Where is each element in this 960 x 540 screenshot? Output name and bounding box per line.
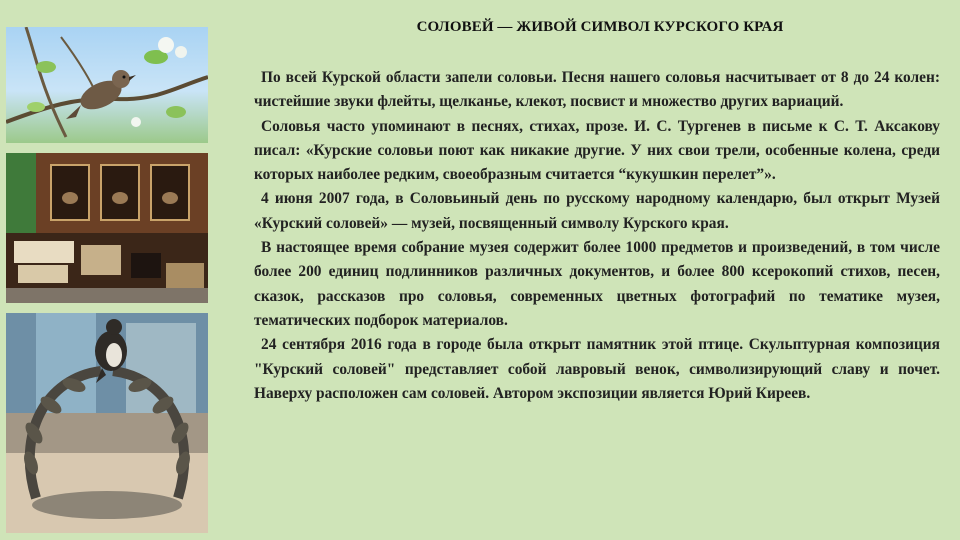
nightingale-on-branch-photo <box>6 27 208 143</box>
nightingale-monument-photo <box>6 313 208 533</box>
museum-display-illustration <box>6 153 208 303</box>
laurel-wreath-monument-illustration <box>6 313 208 533</box>
museum-exhibit-photo <box>6 153 208 303</box>
slide-body-text <box>254 66 940 406</box>
paragraph-turgenev-quote: Соловья часто упоминают в песнях, стихах, прозе. И. С. Тургенев в письме к С. Т. Аксакову писал: «Курские соловьи поют как никакие другие. У них свои трели, особенные колена, среди которых наиболее редким, своеобразным считается “кукушкин перелет”». <box>254 117 940 184</box>
paragraph-museum-collection: В настоящее время собрание музея содержит более 1000 предметов и произведений, в том числе более 200 единиц подлинников различных документов, и более 800 ксерокопий стихов, песен, сказок, рассказов про соловья, современных цветных фотографий по тематике музея, тематических подборок материалов. <box>254 239 940 329</box>
paragraph-museum-opening: 4 июня 2007 года, в Соловьиный день по русскому народному календарю, был открыт Музей «Курский соловей» — музей, посвященный символу Курского края. <box>254 190 940 232</box>
slide-title: СОЛОВЕЙ — ЖИВОЙ СИМВОЛ КУРСКОГО КРАЯ <box>416 19 784 35</box>
paragraph-monument: 24 сентября 2016 года в городе была открыт памятник этой птице. Скульптурная композиция "Курский соловей" представляет собой лавровый венок, символизирующий славу и почет. Наверху расположен сам соловей. Автором экспозиции является Юрий Киреев. <box>254 336 940 402</box>
paragraph-singing: По всей Курской области запели соловьи. Песня нашего соловья насчитывает от 8 до 24 колен: чистейшие звуки флейты, щелканье, клекот, посвист и множество других вариаций. <box>254 69 940 111</box>
nightingale-branch-illustration <box>6 27 208 143</box>
